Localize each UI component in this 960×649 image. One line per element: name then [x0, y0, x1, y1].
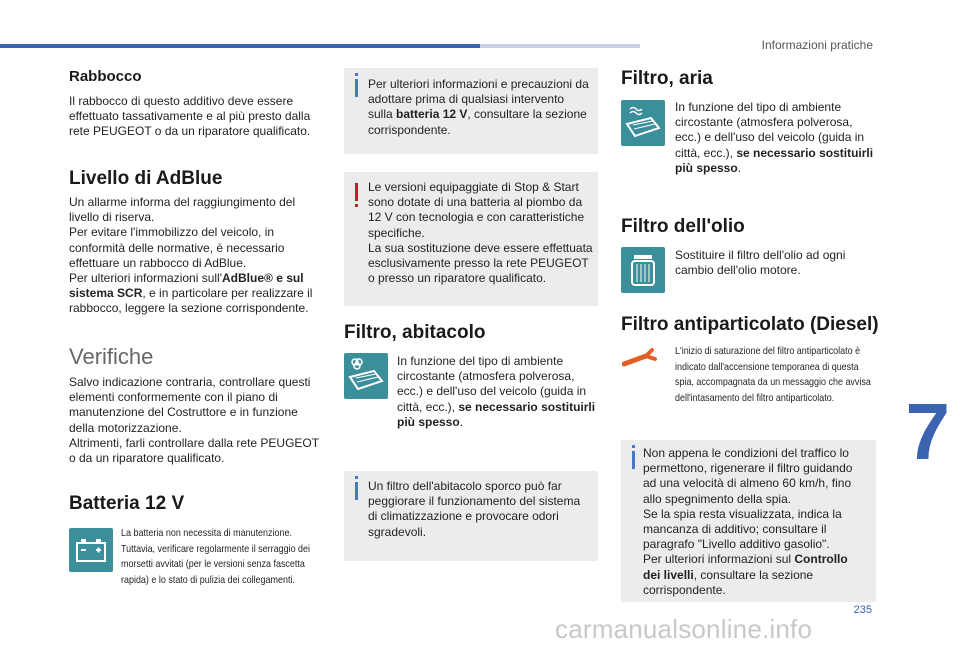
- chapter-number: 7: [905, 387, 950, 476]
- olio-title: Filtro dell'olio: [621, 216, 745, 237]
- rabbocco-text: Il rabbocco di questo additivo deve essere effettuato tassativamente e al più presto dalla rete PEUGEOT o da un riparatore qualificato.: [69, 94, 311, 139]
- wrench-icon: [622, 346, 662, 370]
- info-icon: [355, 482, 358, 500]
- warning-note-text: Le versioni equipaggiate di Stop & Start sono dotate di una batteria al piombo da 12 V con tecnologia e con caratteristiche specifiche. La sua sostituzione deve essere effettuata esclusivamente presso la rete PEUGEOT o presso un riparatore qualificato.: [368, 180, 593, 286]
- adblue-line2: Per evitare l'immobilizzo del veicolo, in conformità delle normative, è necessario effettuare un rabbocco di AdBlue.: [69, 225, 285, 270]
- batteria-text: La batteria non necessita di manutenzione. Tuttavia, verificare regolarmente il serraggio dei morsetti avvitati (per le versioni senza fascetta rapida) e lo stato di pulizia dei collegamenti.: [121, 528, 311, 586]
- info-note-dpf: [621, 440, 876, 602]
- aria-text: In funzione del tipo di ambiente circostante (atmosfera polverosa, ecc.) e dell'uso del veicolo (guida in città, ecc.), se necessario sostituirli più spesso.: [675, 100, 874, 175]
- info-note-cabin-text: Un filtro dell'abitacolo sporco può far peggiorare il funzionamento del sistema di climatizzazione e provocare odori sgradevoli.: [368, 479, 581, 539]
- air-filter-icon: [621, 100, 665, 146]
- page-number: 235: [853, 604, 872, 616]
- dpf-title: Filtro antiparticolato (Diesel): [621, 314, 879, 335]
- section-header: Informazioni pratiche: [761, 38, 873, 52]
- info-icon: [355, 79, 358, 97]
- batteria-title: Batteria 12 V: [69, 493, 185, 514]
- info-note-dpf-text: Non appena le condizioni del traffico lo permettono, rigenerare il filtro guidando ad una velocità di almeno 60 km/h, fino allo spegnimento della spia. Se la spia resta visualizzata, indica la mancanza di additivo; consultare il paragrafo "Livello additivo gasolio". Per ulteriori informazioni sul Controllo dei livelli, consultare la sezione corrispondente.: [643, 446, 853, 597]
- cabin-filter-icon: [344, 353, 388, 399]
- warning-note-stopstart: [344, 172, 598, 306]
- adblue-line1: Un allarme informa del raggiungimento del livello di riserva.: [69, 195, 296, 225]
- info-note-battery-text: Per ulteriori informazioni e precauzioni da adottare prima di qualsiasi intervento sulla batteria 12 V, consultare la sezione corrispondente.: [368, 77, 589, 137]
- abitacolo-title: Filtro, abitacolo: [344, 322, 486, 343]
- header-bar: [0, 44, 480, 48]
- watermark: carmanualsonline.info: [555, 614, 813, 644]
- abitacolo-text: In funzione del tipo di ambiente circostante (atmosfera polverosa, ecc.) e dell'uso del veicolo (guida in città, ecc.), se necessario sostituirli più spesso.: [397, 354, 596, 429]
- adblue-title: Livello di AdBlue: [69, 168, 223, 189]
- verifiche-title: Verifiche: [69, 344, 154, 369]
- adblue-line3: Per ulteriori informazioni sull'AdBlue® e sul sistema SCR, e in particolare per realizzare il rabbocco, leggere la sezione corrispondente.: [69, 271, 313, 316]
- adblue-text: [69, 195, 321, 317]
- info-icon: [632, 451, 635, 469]
- info-note-battery: [344, 68, 598, 154]
- rabbocco-title: Rabbocco: [69, 68, 142, 85]
- battery-icon: [69, 528, 113, 572]
- dpf-text: L'inizio di saturazione del filtro antiparticolato è indicato dall'accensione temporanea di questa spia, accompagnata da un messaggio che avvisa dell'intasamento del filtro antiparticolato.: [675, 346, 871, 404]
- info-note-cabin-filter: [344, 471, 598, 561]
- header-bar-light: [480, 44, 640, 48]
- verifiche-text: Salvo indicazione contraria, controllare questi elementi conformemente con il piano di manutenzione del Costruttore e in funzione della motorizzazione. Altrimenti, farli controllare dalla rete PEUGEOT o da un riparatore qualificato.: [69, 375, 319, 466]
- warning-icon: [355, 183, 358, 201]
- aria-title: Filtro, aria: [621, 68, 713, 89]
- oil-filter-icon: [621, 247, 665, 293]
- olio-text: Sostituire il filtro dell'olio ad ogni cambio dell'olio motore.: [675, 248, 846, 278]
